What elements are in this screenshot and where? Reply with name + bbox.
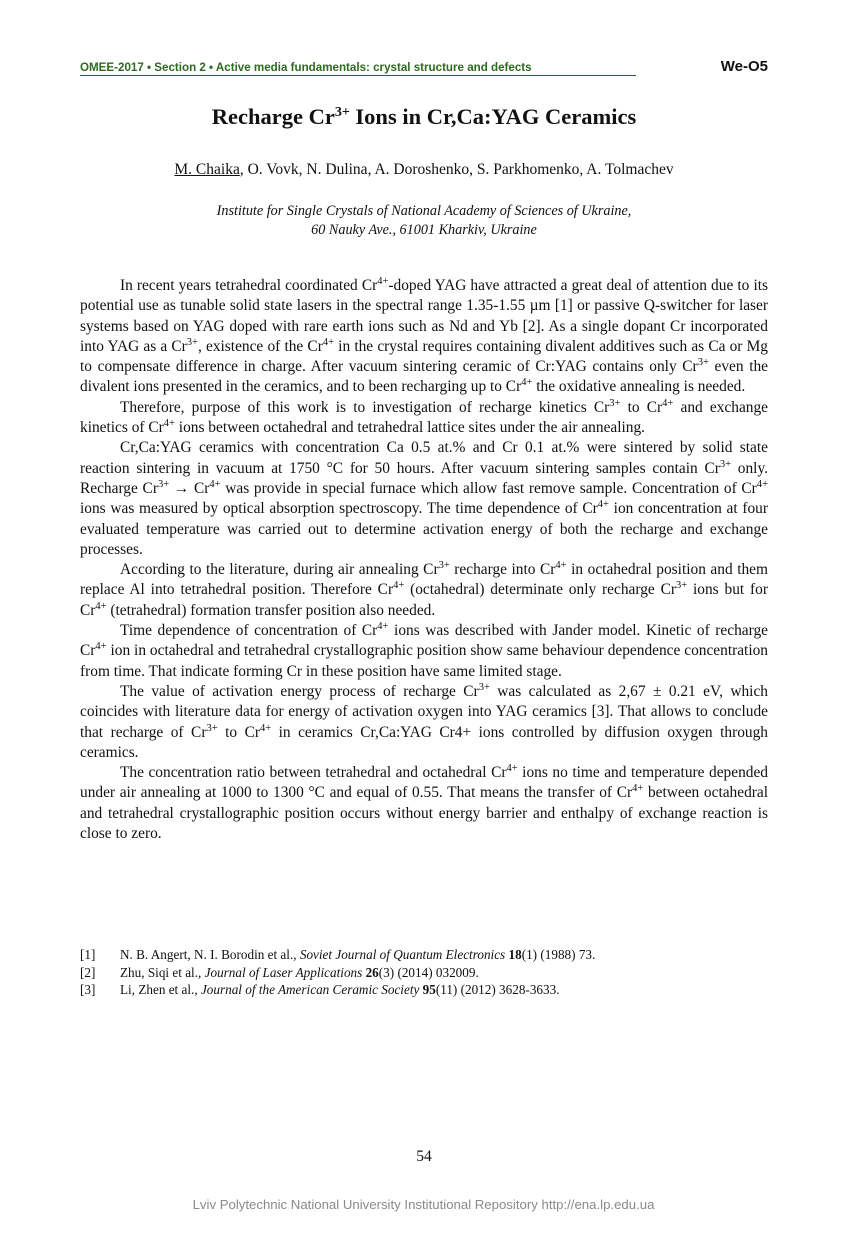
- reference-item: [2] Zhu, Siqi et al., Journal of Laser Applications 26(3) (2014) 032009.: [80, 964, 479, 980]
- arrow-symbol: →: [173, 479, 190, 497]
- affiliation-line-1: Institute for Single Crystals of National Academy of Sciences of Ukraine,: [216, 203, 632, 219]
- volume-number: 95: [422, 982, 436, 997]
- reference-item: [1] N. B. Angert, N. I. Borodin et al., Soviet Journal of Quantum Electronics 18(1) (1988) 73.: [80, 947, 596, 962]
- conference-line: OMEE-2017 • Section 2 • Active media fundamentals: crystal structure and defects: [80, 61, 532, 74]
- paragraph-4: According to the literature, during air annealing $Cr^{3+}$ recharge into $Cr^{4+}$ in octahedral position and them replace Al into tetrahedral position. Therefore $Cr^{4+}$ (octahedral) determinate only recharge $Cr^{3+}$ ions but for $Cr^{4+}$ (tetrahedral) formation transfer position also needed.: [80, 560, 768, 619]
- journal-name: Journal of the American Ceramic Society: [200, 982, 420, 997]
- title-superscript: 3+: [334, 105, 350, 120]
- affiliation-line-2: 60 Nauky Ave., 61001 Kharkiv, Ukraine: [311, 222, 537, 238]
- title-part-1: Recharge Cr: [211, 104, 335, 129]
- paper-title: [80, 103, 768, 131]
- page-number: 54: [416, 1148, 432, 1165]
- reference-number: [1]: [80, 947, 96, 962]
- affiliation: [80, 202, 768, 240]
- paragraph-7: The concentration ratio between tetrahedral and octahedral $Cr^{4+}$ ions no time and temperature depended under air annealing at 1000 to 1300 °C and equal of 0.55. That means the transfer of $Cr^{4+}$ between octahedral and tetrahedral crystallographic position occurs without energy barrier and enthalpy of exchange reaction is close to zero.: [80, 763, 769, 843]
- volume-number: 18: [508, 947, 522, 962]
- abstract-code: We-O5: [720, 58, 768, 75]
- paragraph-5: Time dependence of concentration of $Cr^{4+}$ ions was described with Jander model. Kinetic of recharge $Cr^{4+}$ ion in octahedral and tetrahedral crystallographic position show same behaviour dependence concentration from time. That indicate forming Cr in these position have same limited stage.: [80, 621, 768, 680]
- paragraph-6: The value of activation energy process of recharge $Cr^{3+}$ was calculated as 2,67 ± 0.21 eV, which coincides with literature data for energy of activation oxygen into YAG ceramics [3]. That allows to conclude that recharge of $Cr^{3+}$ to $Cr^{4+}$ in ceramics Cr,Ca:YAG Cr4+ ions controlled by diffusion oxygen through ceramics.: [80, 681, 768, 761]
- conference-underline: [80, 75, 636, 76]
- conference-header: [80, 59, 768, 79]
- volume-number: 26: [365, 964, 379, 980]
- paragraph-2: Therefore, purpose of this work is to investigation of recharge kinetics $Cr^{3+}$ to $Cr^{4+}$ and exchange kinetics of $Cr^{4+}$ ions between octahedral and tetrahedral lattice sites under the air annealing.: [80, 397, 768, 437]
- paragraph-3: Cr,Ca:YAG ceramics with concentration Ca 0.5 at.% and Cr 0.1 at.% were sintered by solid state reaction sintering in vacuum at 1750 °C for 50 hours. After vacuum sintering samples contain $Cr^{3+}$ only. Recharge $Cr^{3+} \to Cr^{4+}$ was provide in special furnace which allow fast remove sample. Concentration of $Cr^{4+}$ ions was measured by optical absorption spectroscopy. The time dependence of $Cr^{4+}$ ion concentration at four evaluated temperature was carried out to determine activation energy of both the recharge and exchange processes.: [80, 439, 769, 558]
- author-list: [80, 159, 768, 181]
- co-authors: , O. Vovk, N. Dulina, A. Doroshenko, S. Parkhomenko, A. Tolmachev: [239, 161, 674, 178]
- reference-number: [2]: [80, 964, 96, 980]
- title-part-2: Ions in Cr,Ca:YAG Ceramics: [349, 104, 637, 129]
- abstract-body: [80, 276, 768, 844]
- journal-name: Soviet Journal of Quantum Electronics: [299, 947, 506, 962]
- reference-list: [80, 946, 768, 999]
- presenting-author: M. Chaika: [174, 161, 240, 178]
- reference-number: [3]: [80, 982, 96, 997]
- reference-item: [3] Li, Zhen et al., Journal of the American Ceramic Society 95(11) (2012) 3628-3633.: [80, 982, 560, 997]
- paragraph-1: In recent years tetrahedral coordinated $Cr^{4+}$-doped YAG have attracted a great deal of attention due to its potential use as tunable solid state lasers in the spectral range 1.35-1.55 µm [1] or passive Q-switcher for laser systems based on YAG doped with rare earth ions such as Nd and Yb [2]. As a single dopant Cr incorporated into YAG as a $Cr^{3+}$, existence of the $Cr^{4+}$ in the crystal requires containing divalent additives such as Ca or Mg to compensate difference in charge. After vacuum sintering ceramic of Cr:YAG contains only $Cr^{3+}$ even the divalent ions presented in the ceramics, and to been recharging up to $Cr^{4+}$ the oxidative annealing is needed.: [80, 276, 768, 396]
- journal-name: Journal of Laser Applications: [204, 964, 363, 980]
- repository-footer: Lviv Polytechnic National University Institutional Repository http://ena.lp.edu.ua: [192, 1197, 655, 1212]
